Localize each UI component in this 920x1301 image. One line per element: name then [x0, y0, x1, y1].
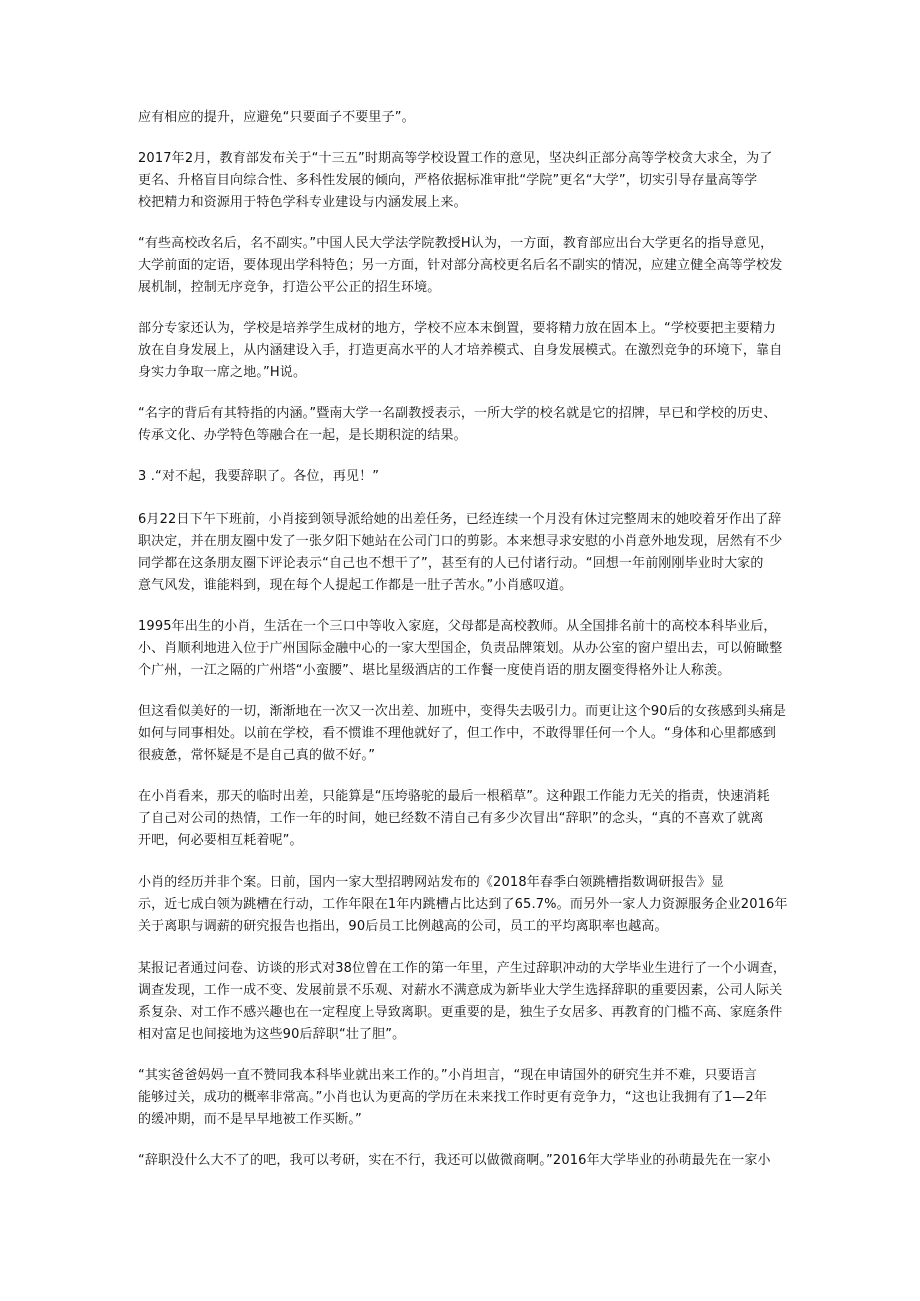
text-line: “有些高校改名后，名不副实。”中国人民大学法学院教授H认为，一方面，教育部应出台大学更名的指导意见， [138, 236, 774, 251]
text-line: 传承文化、办学特色等融合在一起，是长期积淀的结果。 [138, 428, 467, 443]
paragraph-4 [138, 318, 798, 384]
paragraph-8 [138, 701, 798, 767]
text-line: 了自己对公司的热情，工作一年的时间，她已经数不清自己有多少次冒出“辞职”的念头，“真的不喜欢了就离 [138, 811, 764, 826]
text-line: 校把精力和资源用于特色学科专业建设与内涵发展上来。 [138, 195, 467, 210]
text-line: 但这看似美好的一切，渐渐地在一次又一次出差、加班中，变得失去吸引力。而更让这个90后的女孩感到头痛是 [138, 704, 787, 719]
paragraph-1 [138, 107, 798, 129]
text-line: 调查发现，工作一成不变、发展前景不乐观、对薪水不满意成为新毕业大学生选择辞职的重要因素，公司人际关 [138, 983, 783, 998]
paragraph-6 [138, 509, 798, 597]
text-line: “其实爸爸妈妈一直不赞同我本科毕业就出来工作的。”小肖坦言，“现在申请国外的研究生并不难，只要语言 [138, 1068, 758, 1083]
paragraph-11 [138, 958, 798, 1046]
paragraph-5 [138, 403, 798, 447]
text-line: 小、肖顺利地进入位于广州国际金融中心的一家大型国企，负责品牌策划。从办公室的窗户望出去，可以俯瞰整 [138, 641, 783, 656]
text-line: 能够过关，成功的概率非常高。”小肖也认为更高的学历在未来找工作时更有竞争力，“这也让我拥有了1—2年 [138, 1090, 768, 1105]
paragraph-9 [138, 786, 798, 852]
paragraph-10 [138, 872, 798, 938]
text-line: 部分专家还认为，学校是培养学生成材的地方，学校不应本末倒置，要将精力放在固本上。“学校要把主要精力 [138, 321, 777, 336]
paragraph-7 [138, 616, 798, 682]
text-line: 系复杂、对工作不感兴趣也在一定程度上导致离职。更重要的是，独生子女居多、再教育的门槛不高、家庭条件 [138, 1005, 783, 1020]
paragraph-2 [138, 148, 798, 214]
text-line: “辞职没什么大不了的吧，我可以考研，实在不行，我还可以做微商啊。”2016年大学毕业的孙萌最先在一家小 [138, 1153, 771, 1168]
text-line: 示，近七成白领为跳槽在行动，工作年限在1年内跳槽占比达到了65.7%。而另外一家人力资源服务企业2016年 [138, 897, 788, 912]
text-line: 大学前面的定语，要体现出学科特色；另一方面，针对部分高校更名后名不副实的情况，应建立健全高等学校发 [138, 258, 783, 273]
text-line: 开吧，何必要相互耗着呢”。 [138, 833, 303, 848]
text-line: 的缓冲期，而不是早早地被工作买断。” [138, 1112, 362, 1127]
text-line: 关于离职与调薪的研究报告也指出，90后员工比例越高的公司，员工的平均离职率也越高。 [138, 919, 668, 934]
text-line: 很疲惫，常怀疑是不是自己真的做不好。” [138, 748, 376, 763]
text-line: 1995年出生的小肖，生活在一个三口中等收入家庭，父母都是高校教师。从全国排名前十的高校本科毕业后， [138, 619, 777, 634]
text-line: 3 .“对不起，我要辞职了。各位，再见！” [138, 469, 380, 484]
text-line: “名字的背后有其特指的内涵。”暨南大学一名副教授表示，一所大学的校名就是它的招牌，早已和学校的历史、 [138, 406, 777, 421]
text-line: 在小肖看来，那天的临时出差，只能算是“压垮骆驼的最后一根稻草”。这种跟工作能力无关的指责，快速消耗 [138, 789, 770, 804]
text-line: 展机制，控制无序竞争，打造公平公正的招生环境。 [138, 280, 441, 295]
paragraph-13 [138, 1150, 798, 1172]
text-line: 同学都在这条朋友圈下评论表示“自己也不想干了”，甚至有的人已付诸行动。“回想一年前刚刚毕业时大家的 [138, 556, 764, 571]
text-line: 应有相应的提升，应避免“只要面子不要里子”。 [138, 110, 415, 125]
section-heading [138, 466, 798, 488]
text-line: 更名、升格盲目向综合性、多科性发展的倾向，严格依据标准审批“学院”更名“大学”，切实引导存量高等学 [138, 173, 758, 188]
text-line: 相对富足也间接地为这些90后辞职“壮了胆”。 [138, 1027, 406, 1042]
text-line: 个广州，一江之隔的广州塔“小蛮腰”、堪比星级酒店的工作餐一度使肖语的朋友圈变得格外让人称羡。 [138, 663, 731, 678]
text-line: 身实力争取一席之地。”H说。 [138, 365, 307, 380]
text-line: 放在自身发展上，从内涵建设入手，打造更高水平的人才培养模式、自身发展模式。在激烈竞争的环境下，靠自 [138, 343, 783, 358]
paragraph-3 [138, 233, 798, 299]
text-line: 小肖的经历并非个案。日前，国内一家大型招聘网站发布的《2018年春季白领跳槽指数调研报告》显 [138, 875, 724, 890]
text-line: 6月22日下午下班前，小肖接到领导派给她的出差任务，已经连续一个月没有休过完整周末的她咬着牙作出了辞 [138, 512, 782, 527]
text-line: 职决定，并在朋友圈中发了一张夕阳下她站在公司门口的剪影。本来想寻求安慰的小肖意外地发现，居然有不少 [138, 534, 783, 549]
text-line: 意气风发，谁能料到，现在每个人提起工作都是一肚子苦水。”小肖感叹道。 [138, 578, 573, 593]
text-line: 2017年2月，教育部发布关于“十三五”时期高等学校设置工作的意见，坚决纠正部分高等学校贪大求全，为了 [138, 151, 773, 166]
text-line: 如何与同事相处。以前在学校，看不惯谁不理他就好了，但工作中，不敢得罪任何一个人。“身体和心里都感到 [138, 726, 777, 741]
text-line: 某报记者通过问卷、访谈的形式对38位曾在工作的第一年里，产生过辞职冲动的大学毕业生进行了一个小调查， [138, 961, 787, 976]
paragraph-12 [138, 1065, 798, 1131]
